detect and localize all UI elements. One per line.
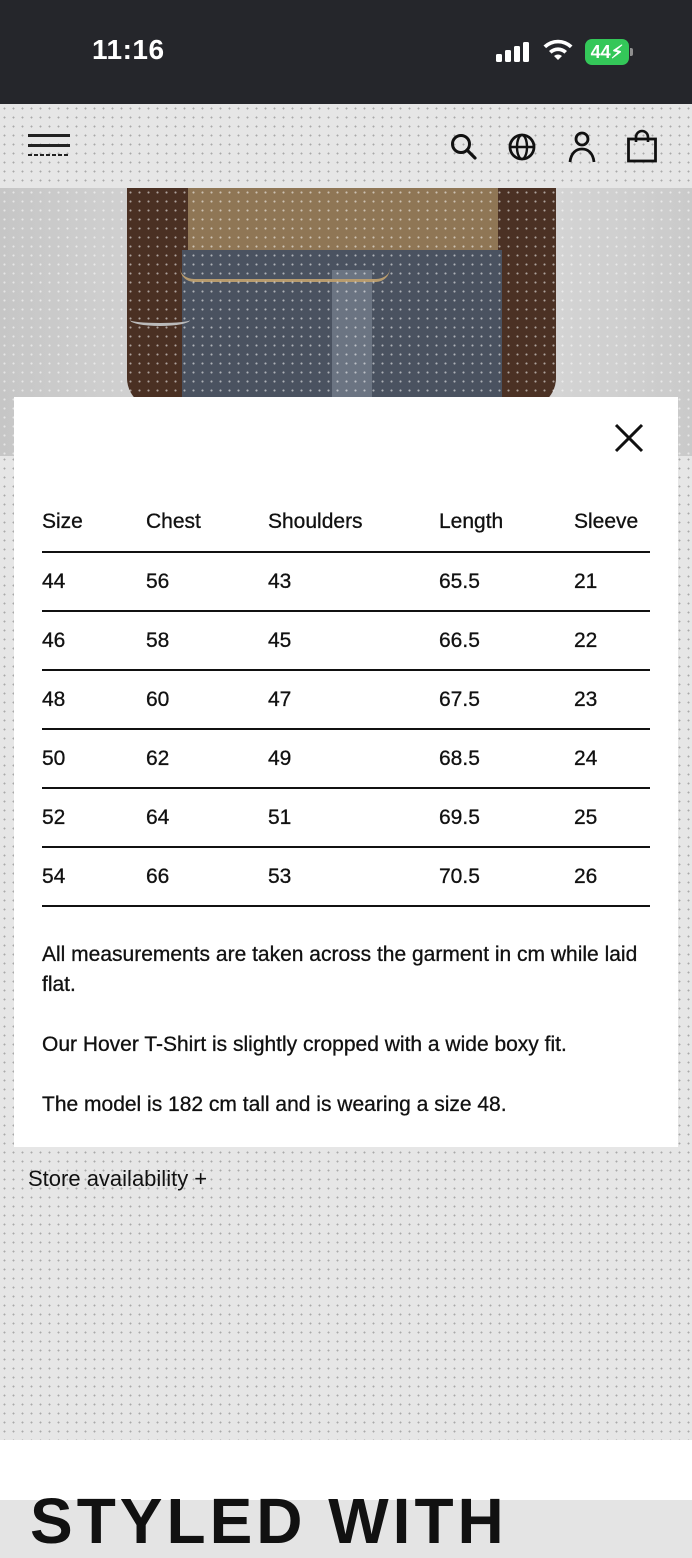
size-table xyxy=(42,493,650,907)
table-cell: 26 xyxy=(574,847,650,906)
menu-icon[interactable] xyxy=(28,134,72,158)
table-cell: 53 xyxy=(268,847,439,906)
table-row xyxy=(42,552,650,611)
search-icon[interactable] xyxy=(448,130,480,164)
close-icon[interactable] xyxy=(612,421,646,455)
table-cell: 46 xyxy=(42,611,146,670)
table-row xyxy=(42,788,650,847)
store-availability-link[interactable]: Store availability + xyxy=(28,1166,208,1191)
table-cell: 65.5 xyxy=(439,552,574,611)
model-note: The model is 182 cm tall and is wearing a size 48. xyxy=(42,1093,507,1116)
table-cell: 69.5 xyxy=(439,788,574,847)
table-cell: 66 xyxy=(146,847,268,906)
table-cell: 23 xyxy=(574,670,650,729)
table-cell: 45 xyxy=(268,611,439,670)
table-cell: 62 xyxy=(146,729,268,788)
column-header-shoulders: Shoulders xyxy=(268,493,439,552)
table-cell: 25 xyxy=(574,788,650,847)
fit-note: Our Hover T-Shirt is slightly cropped with a wide boxy fit. xyxy=(42,1033,567,1056)
table-row xyxy=(42,729,650,788)
table-cell: 60 xyxy=(146,670,268,729)
bag-icon[interactable] xyxy=(626,130,658,164)
table-cell: 48 xyxy=(42,670,146,729)
table-cell: 49 xyxy=(268,729,439,788)
table-cell: 44 xyxy=(42,552,146,611)
table-cell: 50 xyxy=(42,729,146,788)
column-header-length: Length xyxy=(439,493,574,552)
table-cell: 67.5 xyxy=(439,670,574,729)
table-row xyxy=(42,847,650,906)
table-header-row xyxy=(42,493,650,552)
table-cell: 70.5 xyxy=(439,847,574,906)
table-cell: 56 xyxy=(146,552,268,611)
table-row xyxy=(42,670,650,729)
table-cell: 22 xyxy=(574,611,650,670)
table-cell: 24 xyxy=(574,729,650,788)
table-cell: 21 xyxy=(574,552,650,611)
account-icon[interactable] xyxy=(566,130,598,164)
styled-with-section xyxy=(0,1440,692,1557)
table-cell: 68.5 xyxy=(439,729,574,788)
table-row xyxy=(42,611,650,670)
wifi-icon xyxy=(542,38,574,62)
table-cell: 58 xyxy=(146,611,268,670)
table-cell: 54 xyxy=(42,847,146,906)
table-cell: 47 xyxy=(268,670,439,729)
column-header-chest: Chest xyxy=(146,493,268,552)
globe-icon[interactable] xyxy=(506,130,538,164)
table-cell: 51 xyxy=(268,788,439,847)
size-guide-modal xyxy=(14,397,678,1147)
table-cell: 43 xyxy=(268,552,439,611)
status-time: 11:16 xyxy=(92,34,165,65)
column-header-sleeve: Sleeve xyxy=(574,493,650,552)
cellular-signal-icon xyxy=(496,42,532,62)
battery-level: 44 xyxy=(590,42,611,62)
column-header-size: Size xyxy=(42,493,146,552)
table-cell: 66.5 xyxy=(439,611,574,670)
table-cell: 64 xyxy=(146,788,268,847)
styled-with-heading: STYLED WITH xyxy=(30,1485,508,1557)
status-bar xyxy=(0,0,692,104)
measurement-note: All measurements are taken across the garment in cm while laid flat. xyxy=(42,943,638,996)
battery-icon: 44⚡︎ xyxy=(585,39,633,65)
table-cell: 52 xyxy=(42,788,146,847)
